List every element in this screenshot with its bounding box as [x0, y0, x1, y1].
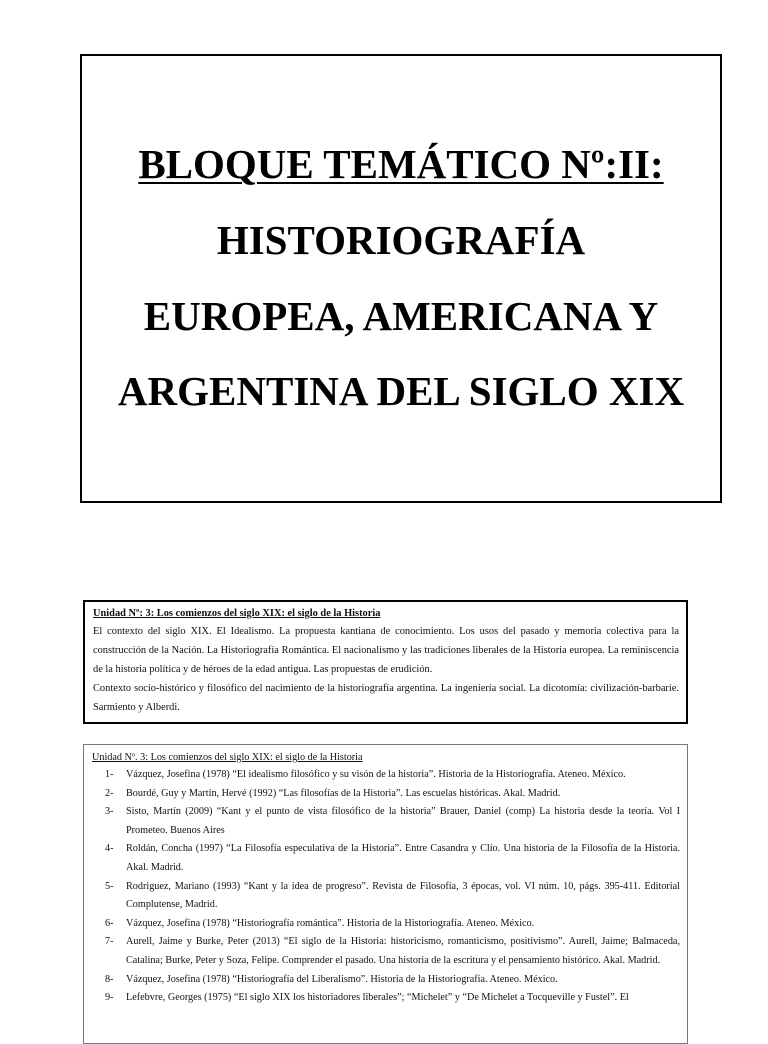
- unit-summary-box: [83, 600, 688, 724]
- item-reference: Sisto, Martín (2009) “Kant y el punto de vista filosófico de la historia” Brauer, Daniel (comp) La historia desde la teoría. Vol I Prometeo. Buenos Aires: [126, 806, 680, 836]
- unit-summary-heading: Unidad Nº: 3: Los comienzos del siglo XIX: el siglo de la Historia: [93, 608, 381, 619]
- bibliography-item: [92, 989, 680, 1008]
- bibliography-item: [92, 878, 680, 915]
- item-number: 4-: [105, 843, 114, 855]
- title-line-2: HISTORIOGRAFÍA: [216, 217, 586, 263]
- bibliography-item: [92, 840, 680, 877]
- item-number: 1-: [105, 769, 114, 780]
- item-reference: Aurell, Jaime y Burke, Peter (2013) “El siglo de la Historia: historicismo, romanticismo, positivismo”. Aurell, Jaime; Balmaceda, Catalina; Burke, Peter y Soza, Felipe. Comprender el pasado. Una historia de la escritura y el pensamiento histórico. Akal. Madrid.: [126, 936, 680, 966]
- item-reference: Vázquez, Josefina (1978) “El idealismo filosófico y su visón de la historia”. Historia de la Historiografía. Ateneo. México.: [126, 769, 626, 780]
- bibliography-item: [92, 785, 680, 804]
- item-number: 5-: [105, 880, 114, 892]
- title-line-3: EUROPEA, AMERICANA Y: [143, 293, 659, 339]
- bibliography-item: [92, 933, 680, 970]
- item-number: 7-: [105, 936, 114, 948]
- bibliography-heading: Unidad Nº. 3: Los comienzos del siglo XIX: el siglo de la Historia: [92, 752, 363, 763]
- title-box: [80, 54, 722, 503]
- item-number: 3-: [105, 806, 114, 818]
- bibliography-box: [83, 744, 688, 1044]
- item-reference: Vázquez, Josefina (1978) “Historiografía del Liberalismo”. Historia de la Historiografía. Ateneo. México.: [126, 973, 558, 985]
- item-number: 6-: [105, 917, 114, 929]
- unit-summary-paragraph-2: Contexto socio-histórico y filosófico del nacimiento de la historiografía argentina. La ingeniería social. La dicotomía: civilización-barbarie. Sarmiento y Alberdi.: [93, 683, 679, 714]
- item-number: 9-: [105, 992, 114, 1004]
- title-line-1: BLOQUE TEMÁTICO Nº:II:: [138, 141, 664, 187]
- item-number: 2-: [105, 787, 114, 799]
- item-reference: Lefebvre, Georges (1975) “El siglo XIX los historiadores liberales”; “Michelet” y “De Michelet a Tocqueville y Fustel”. El: [126, 992, 629, 1004]
- bibliography-list: [92, 766, 680, 1008]
- bibliography-item: [92, 971, 680, 990]
- title-line-4: ARGENTINA DEL SIGLO XIX: [117, 368, 685, 414]
- item-reference: Bourdé, Guy y Martín, Hervé (1992) “Las filosofías de la Historia”. Las escuelas históricas. Akal. Madrid.: [126, 787, 561, 799]
- item-number: 8-: [105, 973, 114, 985]
- bibliography-item: [92, 915, 680, 934]
- item-reference: Vázquez, Josefina (1978) “Historiografía romántica”. Historia de la Historiografía. Ateneo. México.: [126, 917, 535, 929]
- bibliography-item: [92, 766, 680, 785]
- unit-summary-paragraph-1: El contexto del siglo XIX. El Idealismo. La propuesta kantiana de conocimiento. Los usos del pasado y memoria colectiva para la construcción de la Nación. La Historiografía Romántica. El nacionalismo y las tradiciones liberales de la Historia europea. La reminiscencia de la historia política y de héroes de la edad antigua. Las propuestas de erudición.: [93, 626, 679, 676]
- item-reference: Roldán, Concha (1997) “La Filosofía especulativa de la Historia”. Entre Casandra y Clío. Una historia de la Filosofía de la Historia. Akal. Madrid.: [126, 843, 680, 873]
- item-reference: Rodriguez, Mariano (1993) “Kant y la idea de progreso”. Revista de Filosofía, 3 épocas, vol. VI núm. 10, págs. 395-411. Editorial Complutense, Madrid.: [126, 880, 680, 911]
- bibliography-item: [92, 803, 680, 840]
